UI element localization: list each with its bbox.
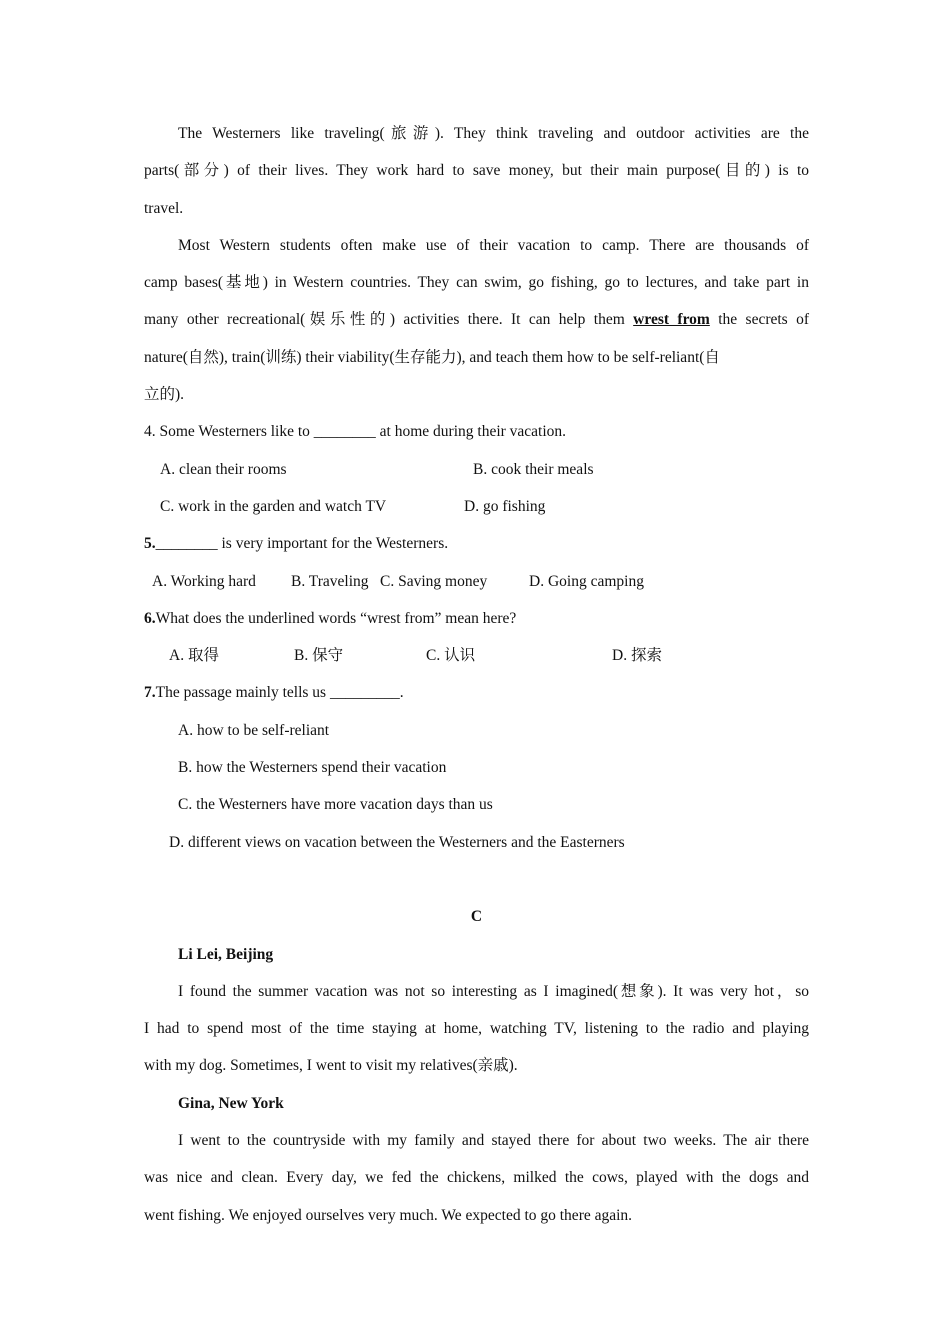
question-text: ________ is very important for the Westerners. [155,535,449,553]
paragraph-line: I found the summer vacation was not so interesting as I imagined(想象). It was very hot，so [178,982,809,1000]
option-c: C. the Westerners have more vacation days than us [178,796,493,814]
question-number: 5. [144,535,156,553]
paragraph-line: Most Western students often make use of their vacation to camp. There are thousands of [178,236,809,254]
option-c: C. Saving money [380,572,488,590]
option-a: A. 取得 [169,647,219,665]
option-b: B. Traveling [291,572,369,590]
question-5-options [144,563,809,600]
question-4-stem [144,413,809,450]
option-d: D. Going camping [529,572,644,590]
option-d: D. go fishing [464,497,546,515]
question-text: What does the underlined words “wrest from” mean here? [155,609,517,627]
underlined-phrase: wrest from [633,311,710,329]
paragraph-line: I had to spend most of the time staying at home, watching TV, listening to the radio and playing [144,1020,809,1038]
paragraph-line [144,301,809,338]
paragraph-line: The Westerners like traveling(旅游). They think traveling and outdoor activities are the [178,125,809,142]
paragraph-line: parts(部分) of their lives. They work hard to save money, but their main purpose(目的) is to [144,162,809,180]
question-7-option-d [144,824,809,861]
option-a: A. clean their rooms [160,460,287,478]
paragraph-line: 立的). [144,386,185,404]
question-text: The passage mainly tells us _________. [155,684,404,702]
question-4-options-row-1 [144,451,809,488]
question-7-option-b [144,749,809,786]
paragraph-line: went fishing. We enjoyed ourselves very much. We expected to go there again. [144,1206,633,1224]
spacer [144,861,809,898]
question-6-options [144,637,809,674]
option-b: B. 保守 [294,647,344,665]
paragraph-line: I went to the countryside with my family and stayed there for about two weeks. The air there [178,1132,809,1150]
paragraph-line: was nice and clean. Every day, we fed the chickens, milked the cows, played with the dogs and [144,1169,809,1187]
option-d: D. different views on vacation between the Westerners and the Easterners [169,833,625,851]
question-number: 6. [144,609,156,627]
question-text: 4. Some Westerners like to ________ at home during their vacation. [144,423,567,441]
document-body [144,115,809,1234]
question-4-options-row-2 [144,488,809,525]
question-7-option-c [144,786,809,823]
option-d: D. 探索 [612,647,662,665]
question-number: 7. [144,684,156,702]
option-b: B. cook their meals [473,460,594,478]
writer-name: Gina, New York [178,1094,284,1112]
paragraph-line: camp bases(基地) in Western countries. They can swim, go fishing, go to lectures, and take part in [144,274,809,292]
option-b: B. how the Westerners spend their vacation [178,759,447,777]
text-segment: many other recreational(娱乐性的) activities there. It can help them [144,311,625,329]
option-c: C. 认识 [426,647,476,665]
paragraph-line: travel. [144,199,184,217]
writer-name: Li Lei, Beijing [178,945,274,963]
text-segment: the secrets of [718,311,809,329]
question-6-stem [144,600,809,637]
question-5-stem [144,525,809,562]
question-7-option-a [144,712,809,749]
option-a: A. how to be self-reliant [178,721,330,739]
question-7-stem [144,674,809,711]
paragraph-line: with my dog. Sometimes, I went to visit my relatives(亲戚). [144,1057,518,1075]
section-heading: C [470,908,483,926]
option-c: C. work in the garden and watch TV [160,497,387,515]
paragraph-line: nature(自然), train(训练) their viability(生存能力), and teach them how to be self-reliant(自 [144,348,720,366]
option-a: A. Working hard [152,572,256,590]
